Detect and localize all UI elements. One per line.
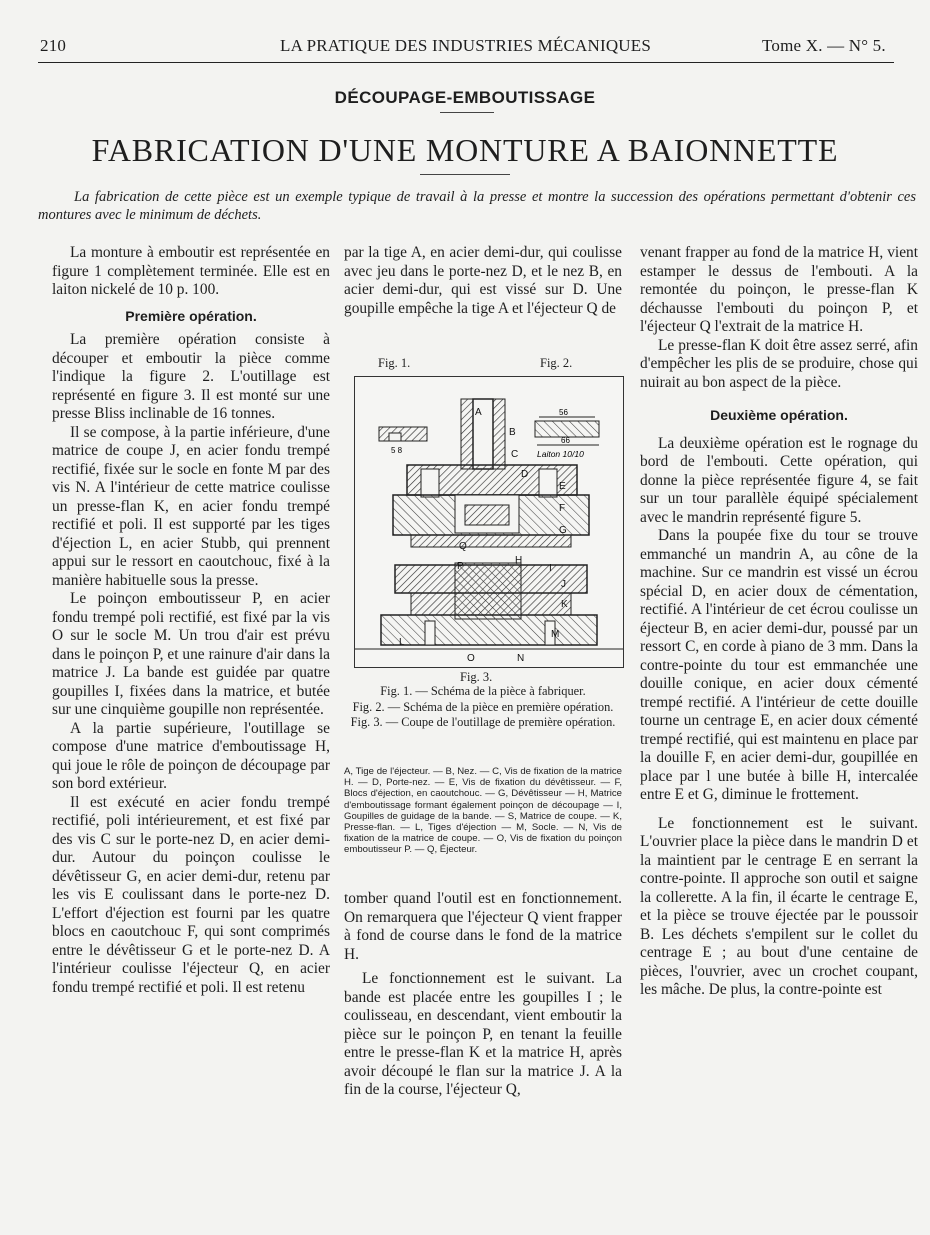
dim-58: 5 8 xyxy=(391,446,403,455)
article-intro: La fabrication de cette pièce est un exemple typique de travail à la presse et montre la succession des opérations permettant d'obtenir ces montures avec le minimum de déchets. xyxy=(38,189,916,223)
paragraph: par la tige A, en acier demi-dur, qui coulisse avec jeu dans le porte-nez D, et le nez B, en acier demi-dur, qui est vissé sur D. Une goupille empêche la tige A et l'éjecteur Q de xyxy=(344,244,622,317)
journal-title: LA PRATIQUE DES INDUSTRIES MÉCANIQUES xyxy=(280,36,652,55)
fig2-part-sketch xyxy=(535,408,599,459)
tool-section-diagram xyxy=(355,377,623,667)
fig1-label: Fig. 1. xyxy=(378,356,411,370)
header-rule xyxy=(38,62,894,63)
paragraph: tomber quand l'outil est en fonctionnement. On remarquera que l'éjecteur Q vient frapper à fond de course dans le fond de la matrice H. xyxy=(344,890,622,963)
figure-captions xyxy=(344,684,622,731)
section-divider xyxy=(440,112,494,113)
paragraph: venant frapper au fond de la matrice H, vient estamper le dessus de l'embouti. A la remontée du poinçon, le presse-flan K déchausse l'embouti du poinçon P, et l'éjecteur Q l'extrait de la matrice H. xyxy=(640,244,918,335)
letter-p: P xyxy=(457,561,464,572)
fig3-label: Fig. 3. xyxy=(460,670,493,684)
column-2-bottom xyxy=(344,890,622,1106)
devetisseur-g xyxy=(411,535,571,547)
caption-fig1: Fig. 1. — Schéma de la pièce à fabriquer. xyxy=(380,684,586,698)
letter-m: M xyxy=(551,629,560,640)
letter-q: Q xyxy=(459,541,467,552)
paragraph: A la partie supérieure, l'outillage se compose d'une matrice d'emboutissage H, qui joue le rôle de poinçon de découpage par son bord extérieur. xyxy=(52,719,330,792)
subheading-first-operation: Première opération. xyxy=(125,307,257,324)
socle-m xyxy=(381,615,597,645)
section-title: DÉCOUPAGE-EMBOUTISSAGE xyxy=(334,88,596,107)
caption-fig3: Fig. 3. — Coupe de l'outillage de première opération. xyxy=(350,715,616,729)
letter-a: A xyxy=(475,407,482,418)
paragraph: La monture à emboutir est représentée en figure 1 complètement terminée. Elle est en laiton nickelé de 10 p. 100. xyxy=(52,244,330,298)
column-1 xyxy=(52,244,330,997)
figure-legend: A, Tige de l'éjecteur. — B, Nez. — C, Vis de fixation de la matrice H. — D, Porte-nez. — E, Vis de fixation du dévêtisseur. — F, Blocs d'éjection, en caoutchouc. — G, Dévêtisseur — H, Matrice d'emboutissage formant également poinçon de découpage — I, Goupilles de guidage de la bande. — S, Matrice de coupe. — K, Presse-flan. — L, Tiges d'éjection — M, Socle. — N, Vis de fixation de la matrice de coupe. — O, Vis de fixation du poinçon emboutisseur P. — Q, Éjecteur. xyxy=(344,766,622,856)
fig1-part-sketch xyxy=(379,427,427,455)
material-label: Laiton 10/10 xyxy=(537,449,584,459)
dim-66: 66 xyxy=(561,436,570,445)
letter-g: G xyxy=(559,525,567,536)
paragraph: Le presse-flan K doit être assez serré, afin d'empêcher les plis de se produire, chose qui nuirait au bon aspect de la pièce. xyxy=(640,336,918,391)
fig2-label: Fig. 2. xyxy=(540,356,573,370)
letter-f: F xyxy=(559,503,566,514)
letter-k: K xyxy=(561,599,568,610)
subheading-second-operation: Deuxième opération. xyxy=(710,407,848,423)
article-title: FABRICATION D'UNE MONTURE A BAIONNETTE xyxy=(91,132,839,168)
letter-l: L xyxy=(399,637,405,648)
letter-b: B xyxy=(509,427,516,438)
letter-d: D xyxy=(521,469,529,480)
dim-56: 56 xyxy=(559,408,568,417)
paragraph: Le fonctionnement est le suivant. La bande est placée entre les goupilles I ; le coulisseau, en descendant, vient emboutir la pièce sur le poinçon P, en tenant la feuille entre le presse-flan K et la matrice H, après avoir découpé le flan sur la matrice J. A la fin de la course, l'éjecteur Q, xyxy=(344,970,622,1098)
title-divider xyxy=(420,174,510,175)
issue-number: Tome X. — N° 5. xyxy=(762,36,886,55)
paragraph: Le poinçon emboutisseur P, en acier fondu trempé poli rectifié, est fixé par la vis O sur le socle M. Un trou d'air est prévu dans le poinçon P, et une rainure d'air dans la matrice J. La bande est guidée par quatre goupilles I, fixées dans la matrice, et butée sur une cinquième goupille non représentée. xyxy=(52,590,330,718)
paragraph: La deuxième opération est le rognage du bord de l'embouti. Cette opération, qui donne la pièce représentée figure 4, se fait sur un tour parallèle équipé spécialement avec le mandrin représenté figure 5. xyxy=(640,434,918,526)
letter-n: N xyxy=(517,653,525,664)
paragraph: Il se compose, à la partie inférieure, d'une matrice de coupe J, en acier fondu trempé rectifié, fixée sur le socle en fonte M par des vis N. A l'intérieur de cette matrice coulisse un presse-flan K, en acier fondu trempé rectifié et poli. Il est supporté par les tiges d'éjection L, en acier Stubb, qui prennent appui sur le ressort en caoutchouc, fixé à la manière habituelle sous la presse. xyxy=(52,423,330,589)
caption-fig2: Fig. 2. — Schéma de la pièce en première opération. xyxy=(352,699,614,714)
column-2-top xyxy=(344,244,622,318)
column-3 xyxy=(640,244,918,1000)
letter-o: O xyxy=(467,653,475,664)
letter-i: I xyxy=(549,563,552,574)
figure-3-drawing xyxy=(354,376,624,668)
ejecteur-q xyxy=(465,505,509,525)
letter-e: E xyxy=(559,481,566,492)
letter-c: C xyxy=(511,449,519,460)
paragraph: La première opération consiste à découper et emboutir la pièce comme l'indique la figure 2. L'outillage est représenté en figure 3. Il est monté sur une presse Bliss inclinable de 16 tonnes. xyxy=(52,331,330,422)
page-number: 210 xyxy=(40,36,67,55)
paragraph: Il est exécuté en acier fondu trempé rectifié, poli intérieurement, et est fixé par des vis C sur le porte-nez D, en acier demi-dur. Autour du poinçon coulisse le dévêtisseur G, en acier demi-dur, retenu par les vis E coulissant dans le porte-nez D. L'effort d'éjection est fourni par les quatre blocs en caoutchouc F, qui sont comprimés entre le dévêtisseur G et le porte-nez D. A l'intérieur coulisse l'éjecteur Q, en acier fondu trempé rectifié et poli. Il est retenu xyxy=(52,793,330,996)
paragraph: Dans la poupée fixe du tour se trouve emmanché un mandrin A, au cône de la machine. Sur ce mandrin est vissé un écrou spécial D, en acier doux de cémentation, rectifié. A l'intérieur de cet écrou coulisse un éjecteur B, en acier demi-dur, poussé par un ressort C, en corde à piano de 3 mm. Dans la contre-pointe du tour est emmanchée une douille conique, en acier doux cémenté trempé rectifié. A l'intérieur de cette douille tourne un centrage E, en acier doux cémenté trempé rectifié, qui est maintenu en place par la douille F, en acier demi-dur, goupillée en place par l une butée à bille H, intercalée entre E et G, diminue le frottement. xyxy=(640,527,918,803)
paragraph: Le fonctionnement est le suivant. L'ouvrier place la pièce dans le mandrin D et la maintient par le centrage E en serrant la contre-pointe. Il approche son outil et saigne la collerette. A la fin, il écarte le centrage E, et la pièce se trouve éjectée par le poussoir B. Les déchets s'empilent sur le collet du centrage E ; au bout d'une centaine de pièces, l'ouvrier, avec un crochet coupant, les mâche. De plus, la contre-pointe est xyxy=(640,814,918,998)
letter-h: H xyxy=(515,555,523,566)
letter-j: J xyxy=(561,579,566,590)
presse-flan-k xyxy=(411,593,571,615)
